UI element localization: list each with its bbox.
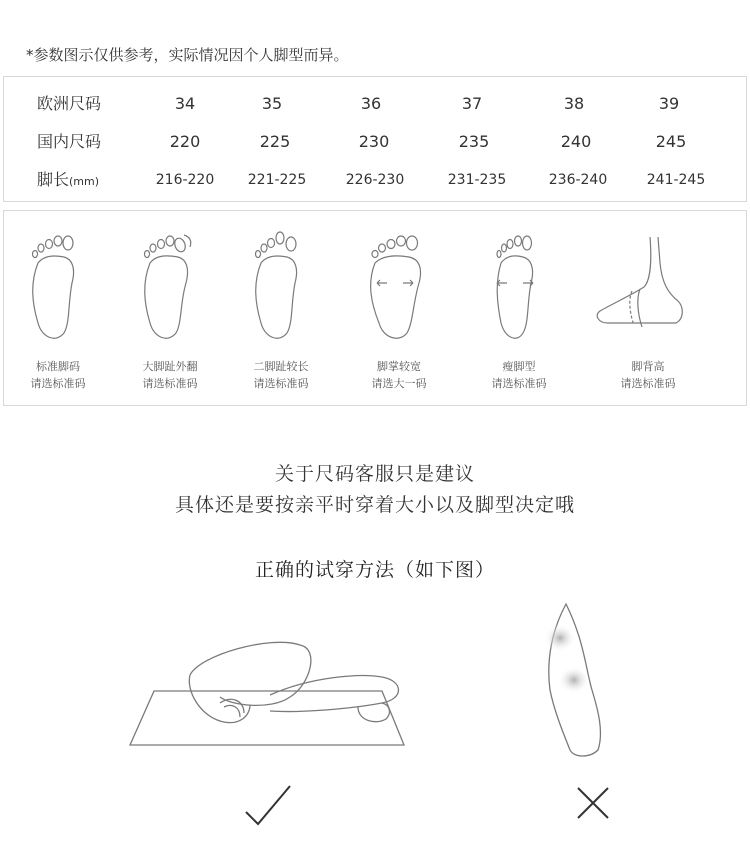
foot-type-name: 脚背高 <box>631 360 665 373</box>
row-header: 国内尺码 <box>37 132 102 151</box>
wrong-try-on-illustration <box>540 600 620 760</box>
foot-caption <box>339 358 459 392</box>
disclaimer-note: *参数图示仅供参考，实际情况因个人脚型而异。 <box>26 46 349 64</box>
table-cell: 220 <box>169 132 201 151</box>
table-cell: 221-225 <box>247 172 307 188</box>
narrow-foot-icon <box>459 223 579 353</box>
foot-caption <box>0 358 118 392</box>
foot-type-high-instep <box>588 211 708 407</box>
table-cell: 245 <box>655 132 687 151</box>
foot-type-advice: 请选标准码 <box>253 377 309 390</box>
foot-type-name: 标准脚码 <box>36 360 80 373</box>
foot-type-advice: 请选标准码 <box>142 377 198 390</box>
table-cell: 235 <box>458 132 490 151</box>
table-row-length <box>4 161 746 199</box>
table-cell: 39 <box>658 94 680 113</box>
table-cell: 240 <box>560 132 592 151</box>
row-header-text: 脚长 <box>37 170 70 189</box>
foot-type-wide <box>339 211 459 407</box>
foot-types-panel <box>3 210 747 406</box>
correct-check-icon <box>242 782 294 828</box>
foot-type-name: 大脚趾外翻 <box>142 360 198 373</box>
table-cell: 36 <box>360 94 382 113</box>
table-cell: 230 <box>358 132 390 151</box>
foot-type-narrow <box>459 211 579 407</box>
standard-foot-icon <box>0 223 118 353</box>
foot-type-name: 脚掌较宽 <box>377 360 421 373</box>
table-cell: 241-245 <box>646 172 706 188</box>
foot-type-long-second-toe <box>221 211 341 407</box>
foot-caption <box>221 358 341 392</box>
foot-type-advice: 请选大一码 <box>371 377 427 390</box>
row-header <box>37 161 99 201</box>
table-row-eu <box>4 85 746 123</box>
table-cell: 37 <box>461 94 483 113</box>
foot-type-bunion <box>110 211 230 407</box>
foot-type-advice: 请选标准码 <box>30 377 86 390</box>
foot-type-standard <box>0 211 118 407</box>
high-instep-icon <box>588 223 708 353</box>
table-cell: 35 <box>261 94 283 113</box>
long-second-toe-icon <box>221 223 341 353</box>
bunion-foot-icon <box>110 223 230 353</box>
table-cell: 226-230 <box>345 172 405 188</box>
foot-caption <box>588 358 708 392</box>
foot-type-name: 二脚趾较长 <box>253 360 309 373</box>
table-row-cn <box>4 123 746 161</box>
table-cell: 216-220 <box>155 172 215 188</box>
row-header-unit: (mm) <box>69 175 100 188</box>
foot-caption <box>459 358 579 392</box>
wrong-cross-icon <box>574 784 612 822</box>
method-title: 正确的试穿方法（如下图） <box>254 559 495 581</box>
wide-foot-icon <box>339 223 459 353</box>
table-cell: 34 <box>174 94 196 113</box>
advice-line-1: 关于尺码客服只是建议 <box>274 463 475 485</box>
correct-try-on-illustration <box>120 625 420 765</box>
table-cell: 236-240 <box>548 172 608 188</box>
advice-line-2: 具体还是要按亲平时穿着大小以及脚型决定哦 <box>174 494 575 516</box>
row-header: 欧洲尺码 <box>37 94 102 113</box>
table-cell: 225 <box>259 132 291 151</box>
size-table <box>3 76 747 202</box>
table-cell: 38 <box>563 94 585 113</box>
foot-type-advice: 请选标准码 <box>620 377 676 390</box>
foot-type-advice: 请选标准码 <box>491 377 547 390</box>
foot-caption <box>110 358 230 392</box>
foot-type-name: 瘦脚型 <box>502 360 536 373</box>
table-cell: 231-235 <box>447 172 507 188</box>
